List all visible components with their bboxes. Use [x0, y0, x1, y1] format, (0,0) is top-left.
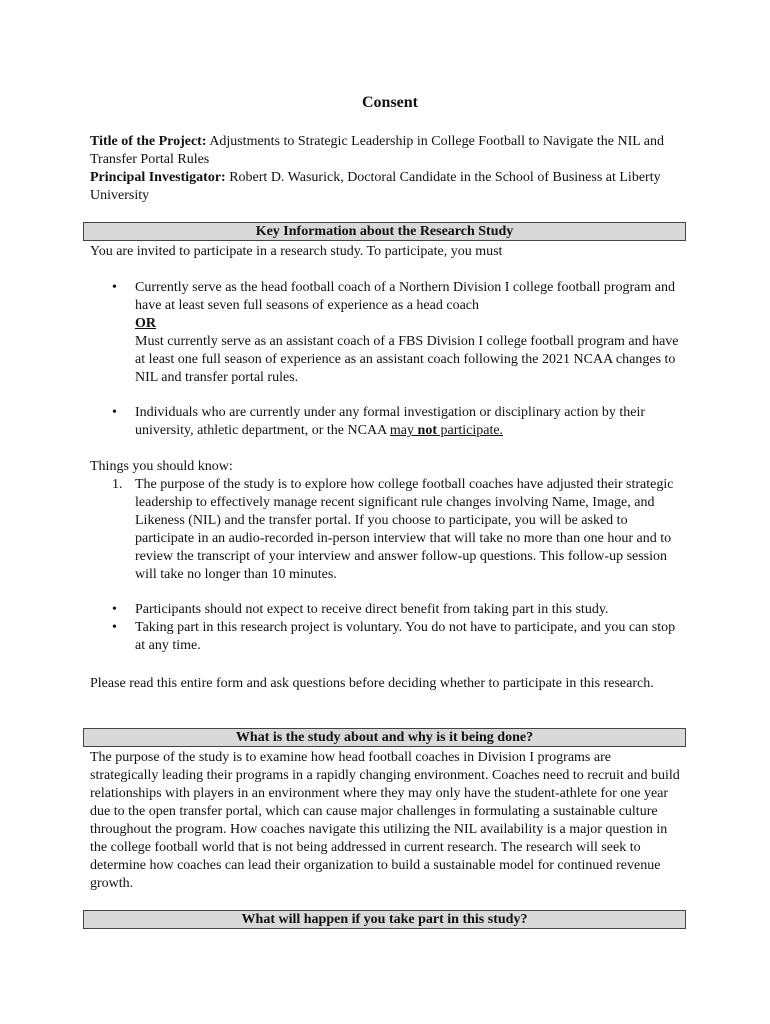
exclusion-text: Individuals who are currently under any formal investigation or disciplinary action by their university, athletic department, or the NCAA	[135, 405, 646, 438]
project-title-label: Title of the Project:	[90, 134, 207, 149]
criteria-or: OR	[135, 316, 156, 331]
exclusion-criteria	[90, 404, 682, 440]
things-item-1	[90, 476, 682, 584]
things-item-1-text: The purpose of the study is to explore how college football coaches have adjusted their strategic leadership to effectively manage recent significant rule changes involving Name, Image, and Likeness (NIL) and the transfer portal. If you choose to participate, you will be asked to participate in an audio-recorded in-person interview that will take no more than one hour and to review the transcript of your interview and answer follow-up questions. This follow-up session will take no longer than 10 minutes.	[135, 477, 674, 582]
voluntary-item: • Taking part in this research project is voluntary. You do not have to participate, and you can stop at any time.	[90, 619, 682, 655]
things-intro: Things you should know:	[90, 459, 233, 474]
criteria-assistant-coach: Must currently serve as an assistant coach of a FBS Division I college football program and have at least one full season of experience as an assistant coach following the 2021 NCAA changes to NIL and transfer portal rules.	[135, 334, 679, 385]
things-numbered-list	[90, 476, 682, 584]
read-notice: Please read this entire form and ask questions before deciding whether to participate in this research.	[90, 676, 654, 691]
exclusion-not: not	[417, 423, 437, 438]
study-about-heading: What is the study about and why is it being done?	[83, 728, 686, 747]
key-info-heading: Key Information about the Research Study	[83, 222, 686, 241]
criteria-head-coach: Currently serve as the head football coach of a Northern Division I college football program and have at least seven full seasons of experience as a head coach	[135, 280, 675, 313]
eligibility-criteria	[90, 279, 682, 387]
exclusion-may: may	[389, 423, 418, 438]
what-happens-heading: What will happen if you take part in this study?	[83, 910, 686, 929]
eligibility-list	[90, 279, 682, 387]
principal-investigator-line	[90, 169, 680, 205]
item-number: 1.	[112, 477, 123, 492]
study-about-body: The purpose of the study is to examine how head football coaches in Division I programs are strategically leading their programs in a rapidly changing environment. Coaches need to recruit and build relationships with players in an environment where they may only have the student-athlete for one year due to the open transfer portal, which can cause major challenges in formulating a sustainable culture throughout the program. How coaches navigate this utilizing the NIL availability is a major question in the college football world that is not being addressed in current research. The research will seek to determine how coaches can lead their organization to build a sustainable model for continued revenue growth.	[90, 750, 680, 891]
exclusion-participate: participate.	[436, 423, 504, 438]
page-title: Consent	[361, 94, 418, 111]
principal-investigator-label: Principal Investigator:	[90, 170, 226, 185]
principal-investigator-value: Robert D. Wasurick, Doctoral Candidate in the School of Business at Liberty University	[90, 170, 661, 203]
exclusion-list	[90, 404, 682, 440]
project-info	[90, 133, 680, 205]
project-title-value: Adjustments to Strategic Leadership in College Football to Navigate the NIL and Transfer Portal Rules	[90, 134, 664, 167]
benefit-item: • Participants should not expect to receive direct benefit from taking part in this study.	[90, 601, 682, 619]
things-bullet-list	[90, 601, 682, 655]
key-info-intro: You are invited to participate in a research study. To participate, you must	[90, 244, 503, 259]
project-title-line	[90, 133, 680, 169]
